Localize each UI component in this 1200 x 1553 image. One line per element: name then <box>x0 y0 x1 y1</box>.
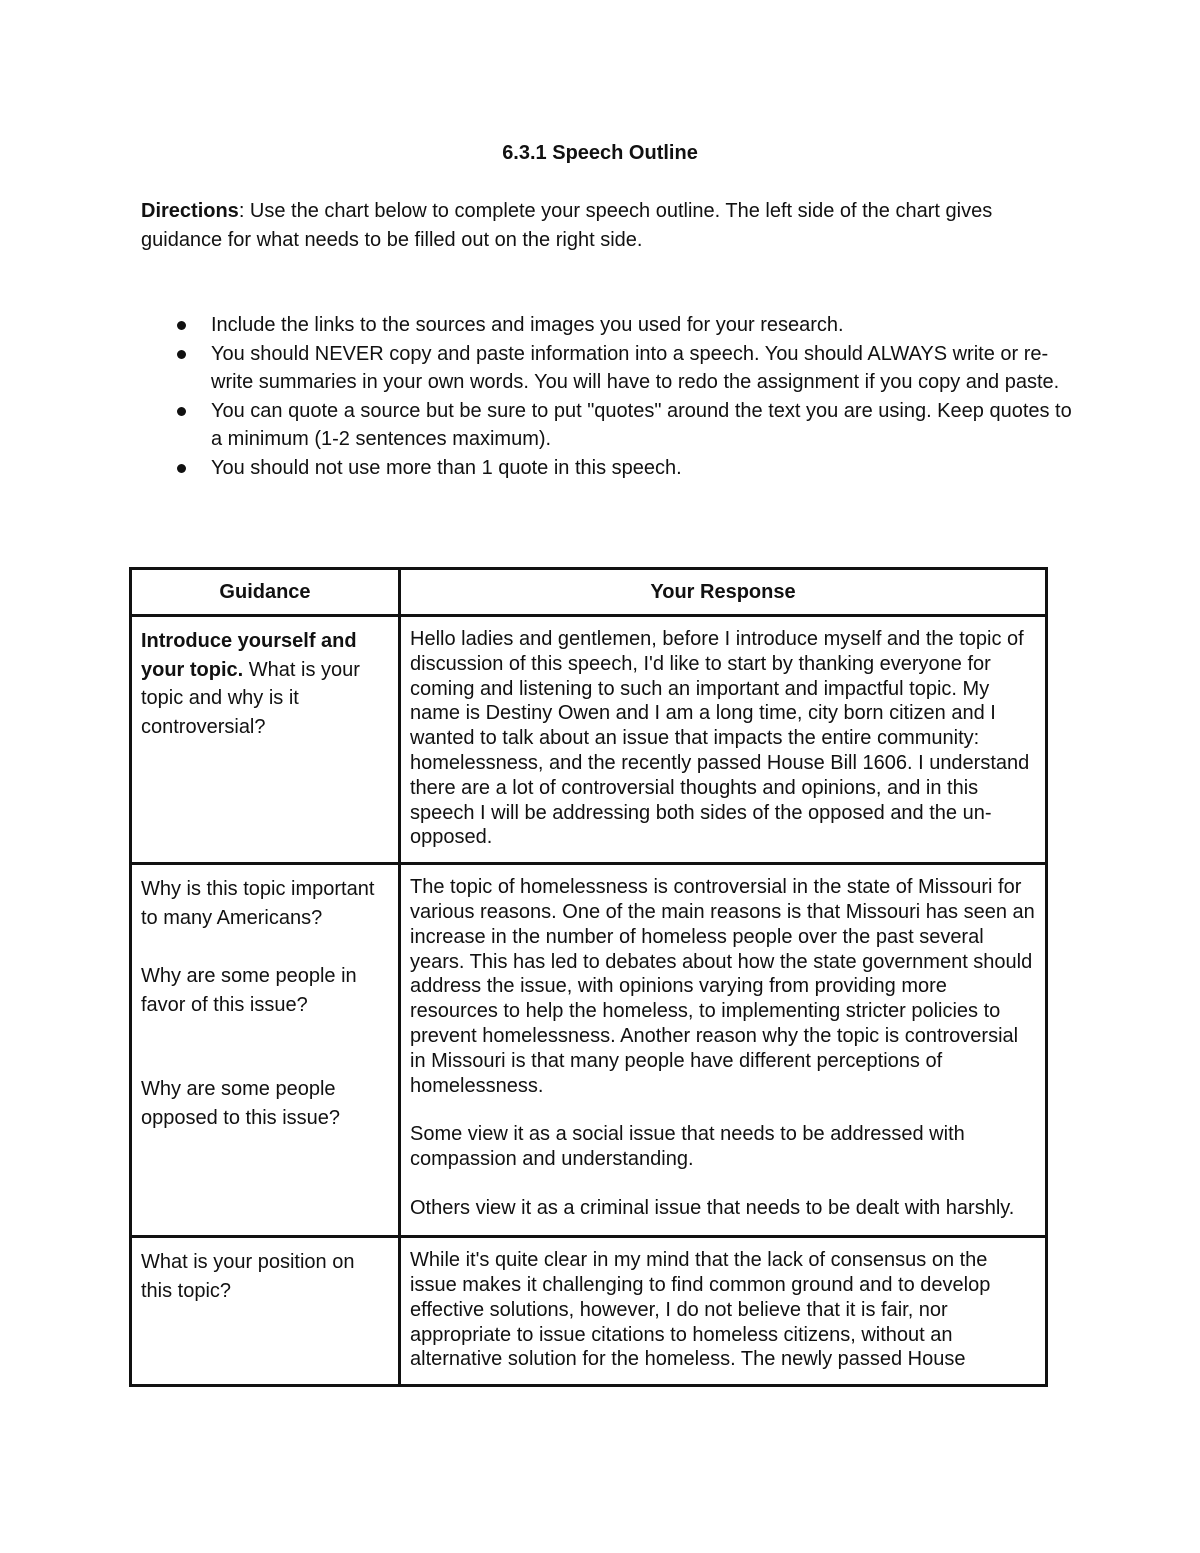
response-text: While it's quite clear in my mind that the lack of consensus on the issue makes it challenging to find common ground and to develop effective solutions, however, I do not believe that it is fair, nor appropriate to issue citations to homeless citizens, without an alternative solution for the homeless. The newly passed House <box>410 1249 991 1371</box>
guidance-text: What is your topic and why is it controversial? <box>141 658 360 738</box>
table-row <box>131 1237 1047 1386</box>
list-item-text: You should not use more than 1 quote in this speech. <box>211 456 682 479</box>
response-text: Hello ladies and gentlemen, before I introduce myself and the topic of discussion of this speech, I'd like to start by thanking everyone for coming and listening to such an important and impactful topic. My name is Destiny Owen and I am a long time, city born citizen and I wanted to talk about an issue that impacts the entire community: homelessness, and the recently passed House Bill 1606. I understand there are a lot of controversial thoughts and opinions, and in this speech I will be addressing both sides of the opposed and the un-opposed. <box>410 628 1030 849</box>
list-item-text: You should NEVER copy and paste information into a speech. You should ALWAYS write or re-write summaries in your own words. You will have to redo the assignment if you copy and paste. <box>211 342 1060 393</box>
guidance-bold-text: Introduce yourself and your topic. <box>141 630 357 681</box>
bullet-icon <box>177 464 186 473</box>
list-item <box>173 397 1073 454</box>
response-cell[interactable] <box>400 1237 1047 1386</box>
guidance-question: Why is this topic important to many Americans? <box>141 878 375 929</box>
guidance-cell <box>131 864 400 1237</box>
bullet-icon <box>177 350 186 359</box>
list-item-text: Include the links to the sources and images you used for your research. <box>211 314 844 336</box>
list-item <box>173 454 1073 483</box>
header-guidance: Guidance <box>131 569 400 616</box>
response-paragraph: The topic of homelessness is controversial in the state of Missouri for various reasons. One of the main reasons is that Missouri has seen an increase in the number of homeless people over the past several years. This has led to debates about how the state government should address the issue, with opinions varying from providing more resources to help the homeless, to implementing stricter policies to prevent homelessness. Another reason why the topic is controversial in Missouri is that many people have different perceptions of homelessness. <box>410 876 1035 1097</box>
guidance-cell <box>131 1237 400 1386</box>
instructions-list <box>173 311 1073 482</box>
list-item-text: You can quote a source but be sure to put "quotes" around the text you are using. Keep quotes to a minimum (1-2 sentences maximum). <box>211 399 1072 450</box>
guidance-cell <box>131 616 400 864</box>
list-item <box>173 340 1073 397</box>
response-paragraph: Others view it as a criminal issue that needs to be dealt with harshly. <box>410 1196 1015 1219</box>
directions-text: : Use the chart below to complete your speech outline. The left side of the chart gives guidance for what needs to be filled out on the right side. <box>141 200 993 251</box>
list-item <box>173 311 1073 340</box>
directions-paragraph <box>141 197 1061 255</box>
bullet-icon <box>177 321 186 330</box>
guidance-question: Why are some people in favor of this issue? <box>141 965 357 1016</box>
page-title: 6.3.1 Speech Outline <box>502 142 698 164</box>
outline-table <box>129 567 1048 1387</box>
guidance-text: What is your position on this topic? <box>141 1251 355 1302</box>
directions-label: Directions <box>141 200 239 222</box>
table-header-row <box>131 569 1047 616</box>
response-cell[interactable] <box>400 616 1047 864</box>
bullet-icon <box>177 407 186 416</box>
header-your-response: Your Response <box>400 569 1047 616</box>
guidance-question: Why are some people opposed to this issue? <box>141 1078 341 1129</box>
response-cell[interactable] <box>400 864 1047 1237</box>
table-row <box>131 864 1047 1237</box>
table-row <box>131 616 1047 864</box>
response-paragraph: Some view it as a social issue that needs to be addressed with compassion and understanding. <box>410 1123 965 1171</box>
